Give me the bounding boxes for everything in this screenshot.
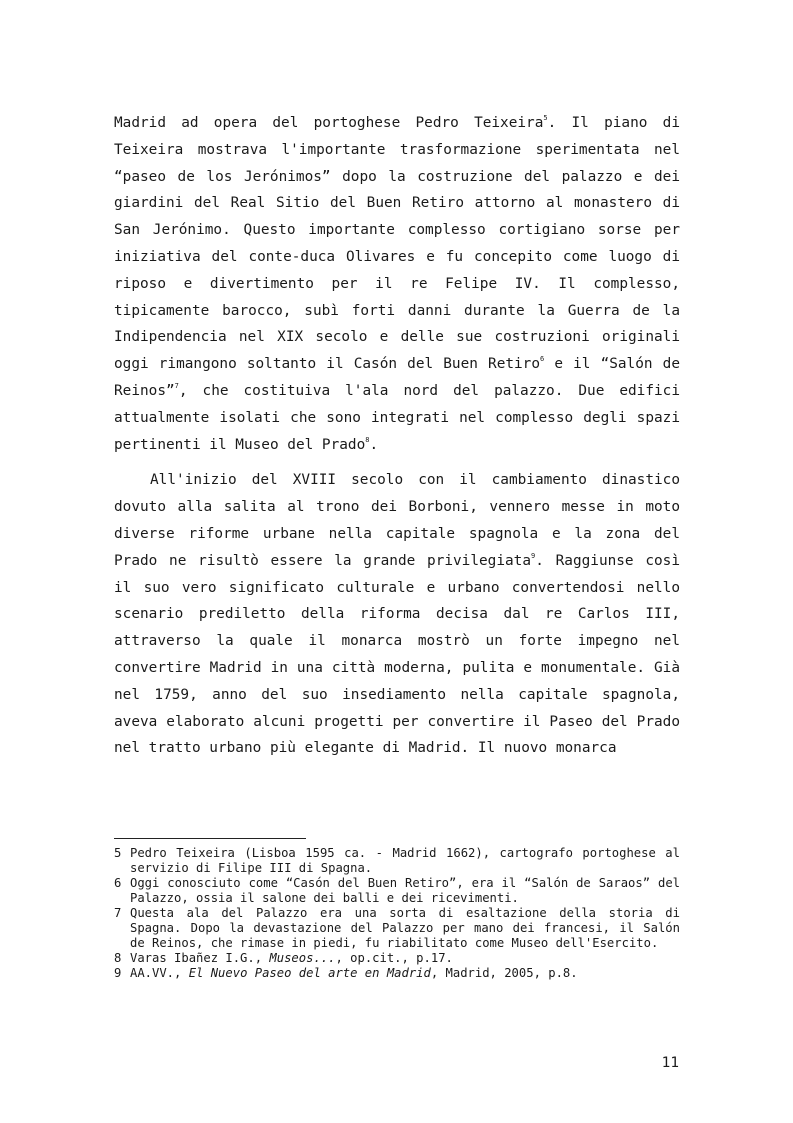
footnote-ref: 5	[543, 114, 548, 122]
footnote-separator	[114, 838, 306, 839]
footnote-number: 5	[114, 846, 122, 860]
footnote-ref: 6	[540, 355, 545, 364]
italic-title: Museos...	[269, 951, 336, 965]
italic-title: El Nuevo Paseo del arte en Madrid	[188, 966, 431, 980]
page-number: 11	[661, 1055, 679, 1071]
footnote-7: 7 Questa ala del Palazzo era una sorta di esaltazione della storia di Spagna. Dopo la devastazione del Palazzo per mano dei francesi, il Salón de Reinos, che rimase in piedi, fu riabilitato come Museo dell'Esercito.	[114, 906, 680, 950]
footnotes	[114, 846, 680, 981]
footnote-ref: 8	[365, 435, 370, 444]
paragraph-1: Madrid ad opera del portoghese Pedro Teixeira$^5$. Il piano di Teixeira mostrava l'importante trasformazione sperimentata nel “paseo de los Jerónimos” dopo la costruzione del palazzo e dei giardini del Real Sitio del Buen Retiro attorno al monastero di San Jerónimo. Questo importante complesso cortigiano sorse per iniziativa del conte-duca Olivares e fu concepito come luogo di riposo e divertimento per il re Felipe IV. Il complesso, tipicamente barocco, subì forti danni durante la Guerra de la Indipendencia nel XIX secolo e delle sue costruzioni originali oggi rimangono soltanto il Casón del Buen Retiro$^6$ e il “Salón de Reinos”$^7$, che costituiva l'ala nord del palazzo. Due edifici attualmente isolati che sono integrati nel complesso degli spazi pertinenti il Museo del Prado$^8$.	[114, 114, 680, 453]
paragraph-2: All'inizio del XVIII secolo con il cambiamento dinastico dovuto alla salita al trono dei Borboni, vennero messe in moto diverse riforme urbane nella capitale spagnola e la zona del Prado ne risultò essere la grande privilegiata$^9$. Raggiunse così il suo vero significato culturale e urbano convertendosi nello scenario prediletto della riforma decisa dal re Carlos III, attraverso la quale il monarca mostrò un forte impegno nel convertire Madrid in una città moderna, pulita e monumentale. Già nel 1759, anno del suo insediamento nella capitale spagnola, aveva elaborato alcuni progetti per convertire il Paseo del Prado nel tratto urbano più elegante di Madrid. Il nuovo monarca	[114, 472, 680, 757]
footnote-number: 9	[114, 966, 122, 980]
footnote-number: 6	[114, 876, 122, 890]
footnote-ref: 9	[531, 551, 536, 560]
footnote-6: 6 Oggi conosciuto come “Casón del Buen Retiro”, era il “Salón de Saraos” del Palazzo, ossia il salone dei balli e dei ricevimenti.	[114, 876, 680, 905]
footnote-ref: 7	[174, 381, 179, 390]
footnote-8: 8 Varas Ibañez I.G., Museos..., op.cit., p.17.	[114, 951, 453, 965]
footnote-number: 8	[114, 951, 122, 965]
footnote-5: 5 Pedro Teixeira (Lisboa 1595 ca. - Madrid 1662), cartografo portoghese al servizio di Filipe III di Spagna.	[114, 846, 680, 875]
footnote-number: 7	[114, 906, 122, 920]
document-body	[114, 110, 680, 762]
footnote-9: 9 AA.VV., El Nuevo Paseo del arte en Madrid, Madrid, 2005, p.8.	[114, 966, 578, 980]
